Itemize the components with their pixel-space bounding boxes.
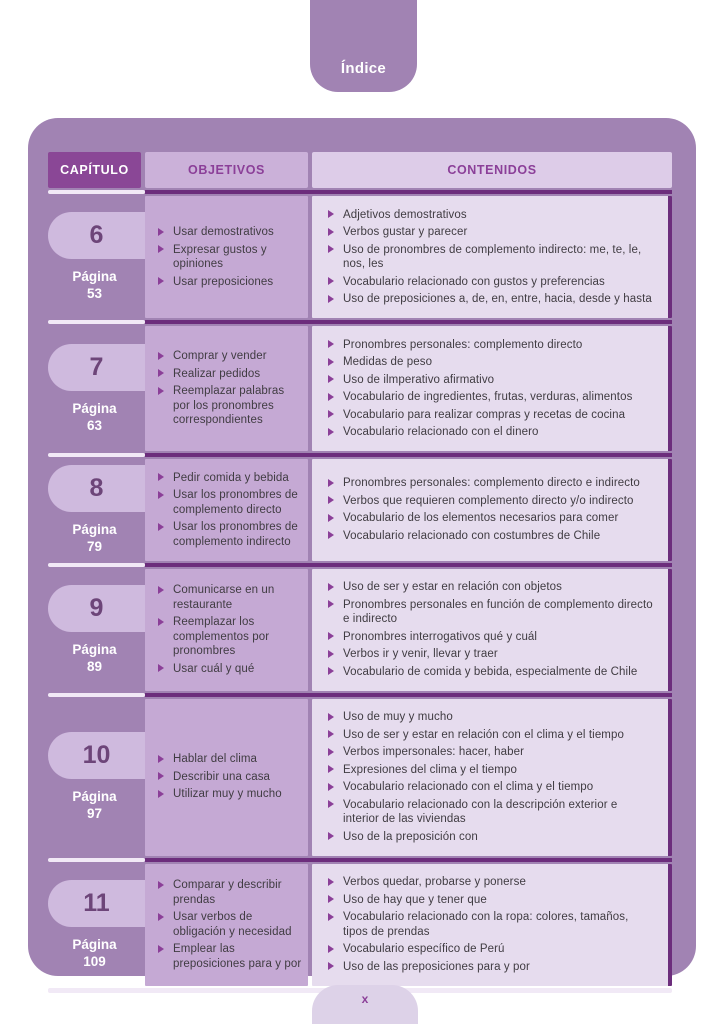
item-text: Pedir comida y bebida bbox=[173, 471, 289, 484]
bullet-icon bbox=[328, 748, 334, 756]
objectives-cell bbox=[145, 864, 308, 986]
bullet-icon bbox=[328, 878, 334, 886]
chapter-cell bbox=[48, 196, 141, 318]
list-item bbox=[158, 615, 302, 659]
bullet-icon bbox=[328, 428, 334, 436]
list-item bbox=[328, 511, 656, 526]
list-item bbox=[158, 243, 302, 272]
chapter-cell bbox=[48, 459, 141, 561]
list-item bbox=[328, 763, 656, 778]
bullet-icon bbox=[328, 531, 334, 539]
item-text: Verbos ir y venir, llevar y traer bbox=[343, 648, 498, 660]
bullet-icon bbox=[158, 491, 164, 499]
bullet-icon bbox=[158, 913, 164, 921]
list-item bbox=[328, 780, 656, 795]
bullet-icon bbox=[328, 783, 334, 791]
item-text: Expresiones del clima y el tiempo bbox=[343, 763, 517, 776]
page-number: 79 bbox=[86, 538, 103, 554]
chapter-cell bbox=[48, 864, 141, 986]
chapter-cell bbox=[48, 699, 141, 856]
list-item bbox=[328, 910, 656, 939]
item-text: Medidas de peso bbox=[343, 356, 433, 368]
bullet-icon bbox=[158, 523, 164, 531]
list-item bbox=[328, 798, 656, 827]
list-item bbox=[158, 662, 302, 677]
item-text: Vocabulario relacionado con gustos y preferencias bbox=[343, 275, 605, 288]
bullet-icon bbox=[328, 245, 334, 253]
list-item bbox=[158, 488, 302, 517]
list-item bbox=[158, 787, 302, 802]
list-item bbox=[328, 942, 656, 957]
page-number-roman: x bbox=[361, 992, 369, 1006]
item-text: Uso de pronombres de complemento indirecto: me, te, le, nos, les bbox=[343, 243, 642, 270]
item-text: Verbos impersonales: hacer, haber bbox=[343, 746, 525, 758]
list-item bbox=[328, 710, 656, 725]
bullet-icon bbox=[158, 387, 164, 395]
bullet-icon bbox=[158, 228, 164, 236]
bullet-icon bbox=[328, 410, 334, 418]
list-item bbox=[328, 630, 656, 645]
row-separator bbox=[48, 693, 672, 697]
list-item bbox=[158, 520, 302, 549]
row-separator-light bbox=[48, 563, 145, 567]
chapter-number-tab bbox=[48, 344, 145, 391]
list-item bbox=[328, 243, 656, 272]
chapter-number: 11 bbox=[83, 888, 110, 917]
item-text: Uso de ser y estar en relación con el clima y el tiempo bbox=[343, 728, 624, 741]
list-item bbox=[158, 367, 302, 382]
item-text: Usar cuál y qué bbox=[173, 662, 255, 675]
chapter-number-tab bbox=[48, 880, 145, 927]
item-text: Vocabulario para realizar compras y recetas de cocina bbox=[343, 408, 626, 421]
bullet-icon bbox=[328, 479, 334, 487]
row-separator-dark bbox=[145, 693, 672, 697]
toc-table bbox=[48, 152, 672, 993]
item-text: Verbos que requieren complemento directo y/o indirecto bbox=[343, 494, 634, 507]
item-text: Hablar del clima bbox=[173, 753, 258, 766]
bullet-icon bbox=[328, 277, 334, 285]
chapter-row bbox=[48, 864, 672, 986]
item-text: Adjetivos demostrativos bbox=[343, 208, 467, 221]
list-item bbox=[328, 208, 656, 223]
page-number: 97 bbox=[86, 806, 103, 821]
row-separator-dark bbox=[145, 563, 672, 567]
objectives-cell bbox=[145, 326, 308, 451]
item-text: Uso de la preposición con bbox=[343, 830, 478, 843]
item-text: Uso de ilmperativo afirmativo bbox=[343, 373, 495, 386]
contents-cell bbox=[312, 326, 672, 451]
item-text: Vocabulario de comida y bebida, especialmente de Chile bbox=[343, 665, 638, 678]
index-board bbox=[28, 118, 696, 976]
page-number: 63 bbox=[86, 417, 103, 433]
item-text: Pronombres personales: complemento directo bbox=[343, 338, 583, 351]
page-label: Página bbox=[72, 789, 117, 804]
chapter-cell bbox=[48, 569, 141, 691]
bullet-icon bbox=[158, 586, 164, 594]
chapter-row bbox=[48, 459, 672, 561]
item-text: Uso de muy y mucho bbox=[343, 711, 453, 723]
chapter-number-tab bbox=[48, 212, 145, 259]
item-text: Describir una casa bbox=[173, 770, 271, 783]
item-text: Vocabulario relacionado con el clima y el tiempo bbox=[343, 781, 594, 793]
item-text: Verbos gustar y parecer bbox=[343, 226, 468, 238]
row-separator-dark bbox=[145, 858, 672, 862]
bullet-icon bbox=[328, 358, 334, 366]
page-label: Página bbox=[72, 641, 117, 657]
list-item bbox=[158, 910, 302, 939]
list-item bbox=[328, 960, 656, 975]
list-item bbox=[328, 373, 656, 388]
header-chapter: CAPÍTULO bbox=[48, 152, 141, 188]
bullet-icon bbox=[328, 765, 334, 773]
bullet-icon bbox=[158, 473, 164, 481]
bullet-icon bbox=[328, 945, 334, 953]
bullet-icon bbox=[328, 496, 334, 504]
page-number-tab bbox=[312, 985, 418, 1024]
index-title: Índice bbox=[340, 60, 387, 77]
list-item bbox=[158, 583, 302, 612]
bullet-icon bbox=[328, 583, 334, 591]
list-item bbox=[158, 225, 302, 240]
row-separator-light bbox=[48, 320, 145, 324]
chapter-number: 7 bbox=[89, 352, 104, 381]
bullet-icon bbox=[328, 832, 334, 840]
chapter-row bbox=[48, 569, 672, 691]
row-separator-dark bbox=[145, 453, 672, 457]
bullet-icon bbox=[328, 210, 334, 218]
bullet-icon bbox=[328, 667, 334, 675]
list-item bbox=[328, 728, 656, 743]
item-text: Pronombres personales en función de complemento directo e indirecto bbox=[343, 598, 653, 625]
bullet-icon bbox=[328, 600, 334, 608]
contents-cell bbox=[312, 864, 672, 986]
item-text: Vocabulario específico de Perú bbox=[343, 943, 505, 955]
list-item bbox=[328, 529, 656, 544]
item-text: Usar demostrativos bbox=[173, 226, 274, 238]
bullet-icon bbox=[328, 514, 334, 522]
item-text: Vocabulario relacionado con la descripción exterior e interior de las viviendas bbox=[343, 798, 618, 825]
header-separator bbox=[48, 190, 672, 194]
item-text: Reemplazar palabras por los pronombres correspondientes bbox=[173, 385, 285, 427]
bullet-icon bbox=[158, 245, 164, 253]
bullet-icon bbox=[328, 393, 334, 401]
chapter-number: 10 bbox=[82, 741, 111, 769]
bullet-icon bbox=[158, 790, 164, 798]
bullet-icon bbox=[328, 632, 334, 640]
header-separator-light bbox=[48, 190, 145, 194]
item-text: Usar verbos de obligación y necesidad bbox=[173, 911, 292, 938]
row-separator bbox=[48, 858, 672, 862]
list-item bbox=[158, 471, 302, 486]
list-item bbox=[158, 878, 302, 907]
page-number: 53 bbox=[86, 286, 103, 301]
bullet-icon bbox=[328, 962, 334, 970]
chapter-number: 8 bbox=[89, 473, 104, 502]
page-number: 109 bbox=[83, 953, 106, 969]
contents-cell bbox=[312, 569, 672, 691]
item-text: Uso de ser y estar en relación con objetos bbox=[343, 581, 562, 593]
item-text: Comunicarse en un restaurante bbox=[173, 584, 275, 611]
list-item bbox=[328, 893, 656, 908]
page-label: Página bbox=[72, 521, 117, 537]
chapter-number: 6 bbox=[89, 221, 104, 249]
chapter-cell bbox=[48, 326, 141, 451]
item-text: Pronombres interrogativos qué y cuál bbox=[343, 630, 538, 643]
list-item bbox=[328, 355, 656, 370]
row-separator-light bbox=[48, 858, 145, 862]
item-text: Realizar pedidos bbox=[173, 367, 261, 380]
index-top-tab bbox=[310, 0, 417, 92]
list-item bbox=[328, 580, 656, 595]
list-item bbox=[328, 408, 656, 423]
page-number: 89 bbox=[86, 658, 103, 674]
bullet-icon bbox=[328, 228, 334, 236]
list-item bbox=[328, 338, 656, 353]
bullet-icon bbox=[158, 755, 164, 763]
row-separator-dark bbox=[145, 320, 672, 324]
list-item bbox=[158, 349, 302, 364]
table-header-row bbox=[48, 152, 672, 188]
page-label: Página bbox=[72, 400, 117, 416]
item-text: Comparar y describir prendas bbox=[173, 879, 282, 906]
chapter-number-tab bbox=[48, 732, 145, 779]
list-item bbox=[328, 275, 656, 290]
list-item bbox=[328, 292, 656, 307]
chapter-row bbox=[48, 326, 672, 451]
bullet-icon bbox=[158, 352, 164, 360]
bullet-icon bbox=[328, 913, 334, 921]
list-item bbox=[158, 275, 302, 290]
chapter-row bbox=[48, 699, 672, 856]
list-item bbox=[328, 494, 656, 509]
bullet-icon bbox=[328, 375, 334, 383]
header-contents: CONTENIDOS bbox=[312, 152, 672, 188]
chapter-number: 9 bbox=[89, 593, 104, 622]
item-text: Vocabulario de los elementos necesarios para comer bbox=[343, 512, 619, 525]
item-text: Verbos quedar, probarse y ponerse bbox=[343, 876, 526, 888]
bullet-icon bbox=[328, 895, 334, 903]
bullet-icon bbox=[328, 800, 334, 808]
item-text: Utilizar muy y mucho bbox=[173, 788, 282, 801]
row-separator bbox=[48, 453, 672, 457]
bullet-icon bbox=[158, 772, 164, 780]
list-item bbox=[158, 752, 302, 767]
bullet-icon bbox=[158, 945, 164, 953]
list-item bbox=[158, 942, 302, 971]
list-item bbox=[328, 875, 656, 890]
item-text: Vocabulario relacionado con el dinero bbox=[343, 426, 539, 438]
table-rows bbox=[48, 196, 672, 986]
row-separator-light bbox=[48, 453, 145, 457]
list-item bbox=[328, 425, 656, 440]
bullet-icon bbox=[158, 369, 164, 377]
header-separator-dark bbox=[145, 190, 672, 194]
page-label: Página bbox=[72, 269, 117, 284]
contents-cell bbox=[312, 196, 672, 318]
list-item bbox=[328, 665, 656, 680]
bullet-icon bbox=[328, 713, 334, 721]
bullet-icon bbox=[158, 664, 164, 672]
list-item bbox=[328, 598, 656, 627]
list-item bbox=[328, 225, 656, 240]
bullet-icon bbox=[158, 881, 164, 889]
item-text: Usar preposiciones bbox=[173, 275, 274, 288]
item-text: Usar los pronombres de complemento directo bbox=[173, 489, 298, 516]
item-text: Usar los pronombres de complemento indirecto bbox=[173, 521, 298, 548]
item-text: Vocabulario relacionado con costumbres de Chile bbox=[343, 529, 601, 542]
chapter-number-tab bbox=[48, 465, 145, 512]
contents-cell bbox=[312, 699, 672, 856]
item-text: Vocabulario de ingredientes, frutas, verduras, alimentos bbox=[343, 391, 633, 403]
bullet-icon bbox=[158, 618, 164, 626]
bullet-icon bbox=[158, 277, 164, 285]
objectives-cell bbox=[145, 569, 308, 691]
list-item bbox=[158, 384, 302, 428]
item-text: Emplear las preposiciones para y por bbox=[173, 943, 302, 970]
row-separator bbox=[48, 320, 672, 324]
list-item bbox=[328, 647, 656, 662]
list-item bbox=[328, 476, 656, 491]
page-label: Página bbox=[72, 936, 117, 952]
objectives-cell bbox=[145, 699, 308, 856]
list-item bbox=[328, 830, 656, 845]
bullet-icon bbox=[328, 650, 334, 658]
list-item bbox=[158, 770, 302, 785]
bullet-icon bbox=[328, 340, 334, 348]
chapter-number-tab bbox=[48, 585, 145, 632]
row-separator bbox=[48, 563, 672, 567]
bullet-icon bbox=[328, 295, 334, 303]
contents-cell bbox=[312, 459, 672, 561]
row-separator-light bbox=[48, 693, 145, 697]
item-text: Reemplazar los complementos por pronombres bbox=[173, 616, 270, 657]
item-text: Expresar gustos y opiniones bbox=[173, 243, 267, 270]
header-objectives: OBJETIVOS bbox=[145, 152, 308, 188]
item-text: Uso de las preposiciones para y por bbox=[343, 960, 530, 973]
objectives-cell bbox=[145, 459, 308, 561]
item-text: Vocabulario relacionado con la ropa: colores, tamaños, tipos de prendas bbox=[343, 911, 629, 938]
item-text: Uso de preposiciones a, de, en, entre, hacia, desde y hasta bbox=[343, 293, 652, 305]
list-item bbox=[328, 745, 656, 760]
bullet-icon bbox=[328, 730, 334, 738]
objectives-cell bbox=[145, 196, 308, 318]
item-text: Comprar y vender bbox=[173, 350, 267, 363]
item-text: Pronombres personales: complemento directo e indirecto bbox=[343, 477, 640, 490]
list-item bbox=[328, 390, 656, 405]
chapter-row bbox=[48, 196, 672, 318]
item-text: Uso de hay que y tener que bbox=[343, 893, 487, 906]
